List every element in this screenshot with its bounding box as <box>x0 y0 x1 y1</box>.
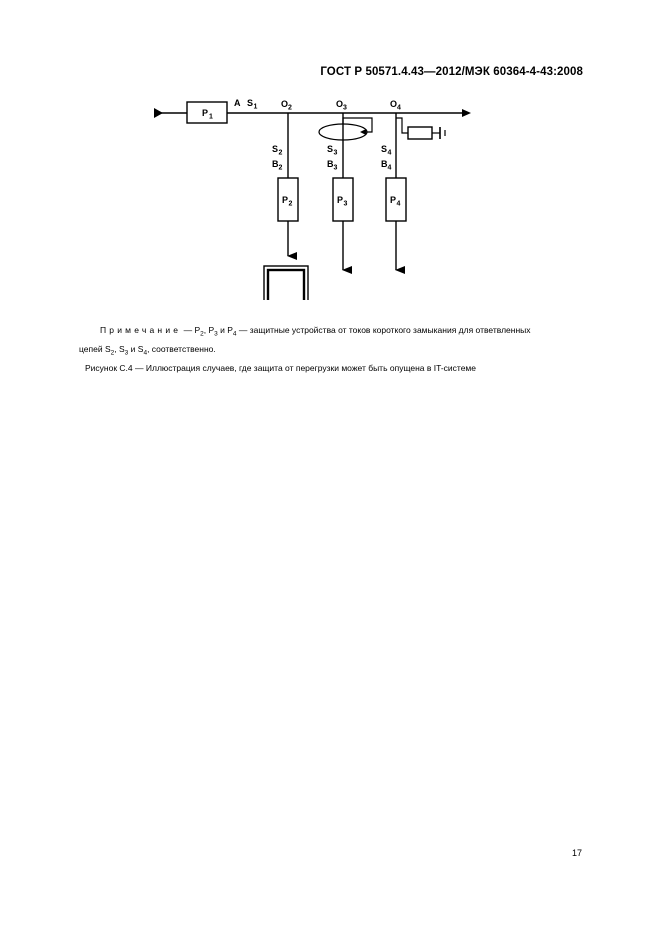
s1-label-sub: 1 <box>253 103 258 111</box>
figure-caption: Рисунок С.4 — Иллюстрация случаев, где защита от перегрузки может быть опущена в IT-системе <box>85 363 476 373</box>
o4-label-sub: 4 <box>397 104 401 112</box>
p3-label-sub: 3 <box>343 200 348 208</box>
load-inner <box>268 270 304 300</box>
note-label: Примечание <box>100 325 182 335</box>
document-header: ГОСТ Р 50571.4.43—2012/МЭК 60364-4-43:2008 <box>320 66 583 78</box>
p4-label-sub: 4 <box>396 200 401 208</box>
bus-end-arrow <box>462 109 471 117</box>
figure-note: Примечание — $P_2$, $P_3$ и $P_4$ — защитные устройства от токов короткого замыкания для ответвленных цепей $S_2$, $S_3$ и $S_4$, соответственно. <box>79 325 531 357</box>
s2-label: S <box>272 144 279 154</box>
b4-label: B <box>381 159 388 169</box>
s4-label: S <box>381 144 388 154</box>
p3-label: P <box>337 195 344 205</box>
circuit-diagram <box>0 0 661 300</box>
b3-label-sub: 3 <box>333 164 338 172</box>
s1-label: S <box>247 98 254 108</box>
b3-label: B <box>327 159 334 169</box>
s4-label-sub: 4 <box>387 149 392 157</box>
p4-label: P <box>390 195 397 205</box>
page-number: 17 <box>572 848 583 858</box>
o3-label: O <box>336 99 344 109</box>
p1-label-sub: 1 <box>209 113 213 121</box>
ct-arrow <box>360 129 366 135</box>
insulation-monitor <box>408 127 432 139</box>
o4-label: O <box>390 99 398 109</box>
o2-label: O <box>281 99 289 109</box>
p2-label: P <box>282 195 289 205</box>
monitor-tap <box>396 118 408 133</box>
p1-label: P <box>202 108 209 118</box>
b2-label: B <box>272 159 279 169</box>
a-label: A <box>234 98 241 108</box>
o3-label-sub: 3 <box>343 104 347 112</box>
s3-label: S <box>327 144 334 154</box>
o2-label-sub: 2 <box>288 104 292 112</box>
b4-label-sub: 4 <box>387 164 392 172</box>
s2-label-sub: 2 <box>278 149 283 157</box>
p2-label-sub: 2 <box>288 200 293 208</box>
b2-label-sub: 2 <box>278 164 283 172</box>
s3-label-sub: 3 <box>333 149 338 157</box>
